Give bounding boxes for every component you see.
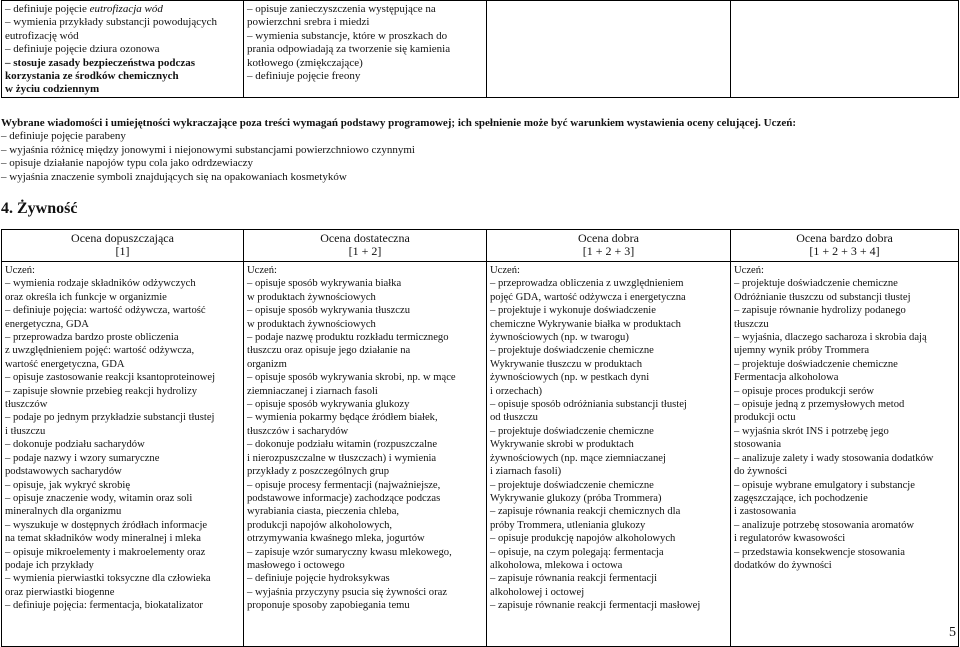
list-item: w produktach żywnościowych bbox=[247, 291, 376, 303]
list-item: kotłowego (zmiękczające) bbox=[247, 56, 363, 69]
list-item: – definiuje pojęcie eutrofizacja wód bbox=[5, 3, 163, 15]
grades-body-row bbox=[2, 262, 959, 647]
grade-2-requirements bbox=[244, 262, 487, 647]
header-grade-1: Ocena dopuszczająca [1] bbox=[2, 230, 244, 262]
list-item: i tłuszczu bbox=[5, 425, 46, 437]
list-item: – definiuje pojęcie parabeny bbox=[1, 130, 126, 143]
list-item: przykłady z poszczególnych grup bbox=[247, 466, 390, 478]
list-item: Uczeń: bbox=[247, 265, 277, 276]
list-item: zagęszczające, ich pochodzenie bbox=[734, 492, 868, 504]
list-item: mineralnych dla organizmu bbox=[5, 506, 122, 518]
list-item: i zastosowania bbox=[734, 506, 797, 518]
list-item: żywnościowych (np. w pestkach dyni bbox=[490, 372, 650, 384]
list-item: oraz określa ich funkcje w organizmie bbox=[5, 291, 167, 303]
list-item: – opisuje jedną z przemysłowych metod bbox=[734, 399, 905, 411]
list-item: i orzechach) bbox=[490, 385, 543, 397]
list-item: korzystania ze środków chemicznych bbox=[5, 70, 179, 83]
list-item: – projektuje doświadczenie chemiczne bbox=[734, 278, 898, 290]
list-item: – definiuje pojęcie freony bbox=[247, 70, 361, 83]
list-item: otrzymywania kwaśnego mleka, jogurtów bbox=[247, 533, 425, 545]
list-item: – opisuje sposób odróżniania substancji tłustej bbox=[490, 399, 687, 411]
list-item: i regulatorów kwasowości bbox=[734, 533, 846, 545]
list-item: – stosuje zasady bezpieczeństwa podczas bbox=[5, 56, 196, 69]
list-item: – zapisuje równanie hydrolizy podanego bbox=[734, 305, 906, 317]
list-item: – dokonuje podziału sacharydów bbox=[5, 439, 145, 451]
list-item: – opisuje wybrane emulgatory i substancje bbox=[734, 479, 915, 491]
list-item: tłuszczu oraz opisuje jego działanie na bbox=[247, 345, 411, 357]
list-item: – wymienia pokarmy będące źródłem białek, bbox=[247, 412, 438, 424]
list-item: podstawowych sacharydów bbox=[5, 466, 122, 478]
list-item: – definiuje pojęcia: fermentacja, biokatalizator bbox=[5, 600, 203, 612]
list-item: dodatków do żywności bbox=[734, 559, 832, 571]
list-item: Wykrywanie skrobi w produktach bbox=[490, 439, 634, 451]
list-item: masłowego i octowego bbox=[247, 559, 345, 571]
italic-term: eutrofizacja wód bbox=[89, 3, 163, 15]
list-item: – projektuje doświadczenie chemiczne bbox=[734, 358, 898, 370]
header-grade-2: Ocena dostateczna [1 + 2] bbox=[244, 230, 487, 262]
list-item: – wyjaśnia różnicę między jonowymi i niejonowymi substancjami powierzchniowo czynnymi bbox=[1, 143, 415, 156]
list-item: – definiuje pojęcie hydroksykwas bbox=[247, 573, 390, 585]
list-item: chemiczne Wykrywanie białka w produktach bbox=[490, 318, 681, 330]
list-item: i ziarnach fasoli) bbox=[490, 466, 562, 478]
list-item: żywnościowych (np. mące ziemniaczanej bbox=[490, 452, 666, 464]
list-item: – opisuje, jak wykryć skrobię bbox=[5, 479, 131, 491]
list-item: – opisuje sposób wykrywania skrobi, np. w mące bbox=[247, 372, 456, 384]
list-item: Wykrywanie glukozy (próba Trommera) bbox=[490, 492, 662, 504]
list-item: – przeprowadza obliczenia z uwzględnieniem bbox=[490, 278, 684, 290]
list-item: wartość energetyczna, GDA bbox=[5, 358, 125, 370]
list-item: – opisuje proces produkcji serów bbox=[734, 385, 875, 397]
list-item: – zapisuje wzór sumaryczny kwasu mlekowego, bbox=[247, 546, 452, 558]
list-item: – projektuje doświadczenie chemiczne bbox=[490, 479, 654, 491]
list-item: – opisuje znaczenie wody, witamin oraz soli bbox=[5, 492, 193, 504]
list-item: proponuje sposoby zapobiegania temu bbox=[247, 600, 410, 612]
grade-1-requirements bbox=[2, 262, 244, 647]
list-item: – analizuje zalety i wady stosowania dodatków bbox=[734, 452, 934, 464]
list-item: – wymienia rodzaje składników odżywczych bbox=[5, 278, 196, 290]
list-item: – wyjaśnia znaczenie symboli znajdujących się na opakowaniach kosmetyków bbox=[1, 170, 347, 183]
list-item: próby Trommera, utleniania glukozy bbox=[490, 519, 646, 531]
top-cell-3 bbox=[487, 1, 731, 98]
top-table bbox=[1, 0, 959, 98]
list-item: – wymienia przykłady substancji powodujących bbox=[5, 16, 218, 29]
list-item: – wyszukuje w dostępnych źródłach informacje bbox=[5, 519, 208, 531]
list-item: pojęć GDA, wartość odżywcza i energetyczna bbox=[490, 291, 686, 303]
list-item: żywnościowych (np. w twarogu) bbox=[490, 332, 629, 344]
list-item: – podaje nazwę produktu rozkładu termicznego bbox=[247, 332, 449, 344]
list-item: stosowania bbox=[734, 439, 782, 451]
list-item: tłuszczów i sacharydów bbox=[247, 425, 349, 437]
list-item: – wymienia substancje, które w proszkach do bbox=[247, 29, 448, 42]
top-cell-2 bbox=[244, 1, 487, 98]
list-item: – podaje po jednym przykładzie substancji tłustej bbox=[5, 412, 215, 424]
list-item: produkcji napojów alkoholowych, bbox=[247, 519, 393, 531]
list-item: Uczeń: bbox=[734, 265, 764, 276]
grade-3-requirements bbox=[487, 262, 731, 647]
header-grade-3: Ocena dobra [1 + 2 + 3] bbox=[487, 230, 731, 262]
list-item: – wyjaśnia skrót INS i potrzebę jego bbox=[734, 425, 889, 437]
list-item: z uwzględnieniem pojęć: wartość odżywcza, bbox=[5, 345, 195, 357]
list-item: – opisuje produkcję napojów alkoholowych bbox=[490, 533, 676, 545]
list-item: – opisuje sposób wykrywania białka bbox=[247, 278, 402, 290]
list-item: ziemniaczanej i ziarnach fasoli bbox=[247, 385, 378, 397]
list-item: – zapisuje słownie przebieg reakcji hydrolizy bbox=[5, 385, 198, 397]
list-item: – opisuje sposób wykrywania tłuszczu bbox=[247, 305, 410, 317]
list-item: – projektuje i wykonuje doświadczenie bbox=[490, 305, 656, 317]
list-item: – opisuje zastosowanie reakcji ksantoproteinowej bbox=[5, 372, 216, 384]
list-item: podaje ich przykłady bbox=[5, 559, 94, 571]
page-number: 5 bbox=[949, 625, 956, 640]
list-item: organizm bbox=[247, 358, 287, 370]
list-item: podstawowe informacje) zachodzące podczas bbox=[247, 492, 441, 504]
list-item: – analizuje potrzebę stosowania aromatów bbox=[734, 519, 915, 531]
list-item: oraz pierwiastki biogenne bbox=[5, 586, 115, 598]
grades-header-row bbox=[2, 230, 959, 262]
list-item: Wykrywanie tłuszczu w produktach bbox=[490, 358, 643, 370]
header-grade-4: Ocena bardzo dobra [1 + 2 + 3 + 4] bbox=[731, 230, 959, 262]
list-item: Uczeń: bbox=[490, 265, 520, 276]
list-item: Uczeń: bbox=[5, 265, 35, 276]
list-item: – wyjaśnia przyczyny psucia się żywności oraz bbox=[247, 586, 448, 598]
list-item: – przedstawia konsekwencje stosowania bbox=[734, 546, 905, 558]
list-item: – opisuje, na czym polegają: fermentacja bbox=[490, 546, 664, 558]
top-cell-4 bbox=[731, 1, 959, 98]
list-item: produkcji octu bbox=[734, 412, 796, 424]
list-item: w życiu codziennym bbox=[5, 83, 100, 96]
list-item: tłuszczów bbox=[5, 399, 48, 411]
list-item: i nierozpuszczalne w tłuszczach) i wymienia bbox=[247, 452, 437, 464]
section-title: 4. Żywność bbox=[1, 200, 78, 217]
list-item: tłuszczu bbox=[734, 318, 769, 330]
extras-block bbox=[1, 117, 959, 184]
list-item: – opisuje mikroelementy i makroelementy oraz bbox=[5, 546, 206, 558]
list-item: – zapisuje równania reakcji fermentacji bbox=[490, 573, 658, 585]
list-item: – opisuje działanie napojów typu cola jako odrdzewiaczy bbox=[1, 157, 253, 170]
list-item: ujemny wynik próby Trommera bbox=[734, 345, 870, 357]
list-item: – dokonuje podziału witamin (rozpuszczalne bbox=[247, 439, 438, 451]
list-item: – projektuje doświadczenie chemiczne bbox=[490, 345, 654, 357]
list-item: prania odpowiadają za tworzenie się kamienia bbox=[247, 43, 451, 56]
list-item: – podaje nazwy i wzory sumaryczne bbox=[5, 452, 160, 464]
list-item: – wyjaśnia, dlaczego sacharoza i skrobia dają bbox=[734, 332, 927, 344]
list-item: alkoholowa, mlekowa i octowa bbox=[490, 559, 623, 571]
list-item: w produktach żywnościowych bbox=[247, 318, 376, 330]
list-item: – definiuje pojęcie dziura ozonowa bbox=[5, 43, 160, 56]
list-item: Fermentacja alkoholowa bbox=[734, 372, 839, 384]
list-item: – definiuje pojęcia: wartość odżywcza, wartość bbox=[5, 305, 206, 317]
grade-4-requirements bbox=[731, 262, 959, 647]
list-item: od tłuszczu bbox=[490, 412, 538, 424]
list-item: – opisuje procesy fermentacji (najważniejsze, bbox=[247, 479, 441, 491]
list-item: – projektuje doświadczenie chemiczne bbox=[490, 425, 654, 437]
list-item: – zapisuje równanie reakcji fermentacji masłowej bbox=[490, 600, 701, 612]
list-item: – zapisuje równania reakcji chemicznych dla bbox=[490, 506, 681, 518]
list-item: alkoholowej i octowej bbox=[490, 586, 585, 598]
list-item: do żywności bbox=[734, 466, 788, 478]
list-item: eutrofizację wód bbox=[5, 29, 79, 42]
list-item: – opisuje sposób wykrywania glukozy bbox=[247, 399, 410, 411]
extras-list bbox=[1, 130, 959, 184]
list-item: energetyczna, GDA bbox=[5, 318, 89, 330]
list-item: wyrabiania ciasta, pieczenia chleba, bbox=[247, 506, 400, 518]
list-item: Odróżnianie tłuszczu od substancji tłustej bbox=[734, 291, 911, 303]
list-item: – opisuje zanieczyszczenia występujące na bbox=[247, 3, 436, 15]
list-item: powierzchni srebra i miedzi bbox=[247, 16, 370, 29]
grades-table bbox=[1, 229, 959, 647]
top-cell-1 bbox=[2, 1, 244, 98]
list-item: – przeprowadza bardzo proste obliczenia bbox=[5, 332, 179, 344]
list-item: – wymienia pierwiastki toksyczne dla człowieka bbox=[5, 573, 211, 585]
extras-intro: Wybrane wiadomości i umiejętności wykraczające poza treści wymagań podstawy programowej; ich spełnienie może być warunkiem wystawienia oceny celującej. Uczeń: bbox=[1, 117, 797, 129]
list-item: na temat składników wody mineralnej i mleka bbox=[5, 533, 201, 545]
